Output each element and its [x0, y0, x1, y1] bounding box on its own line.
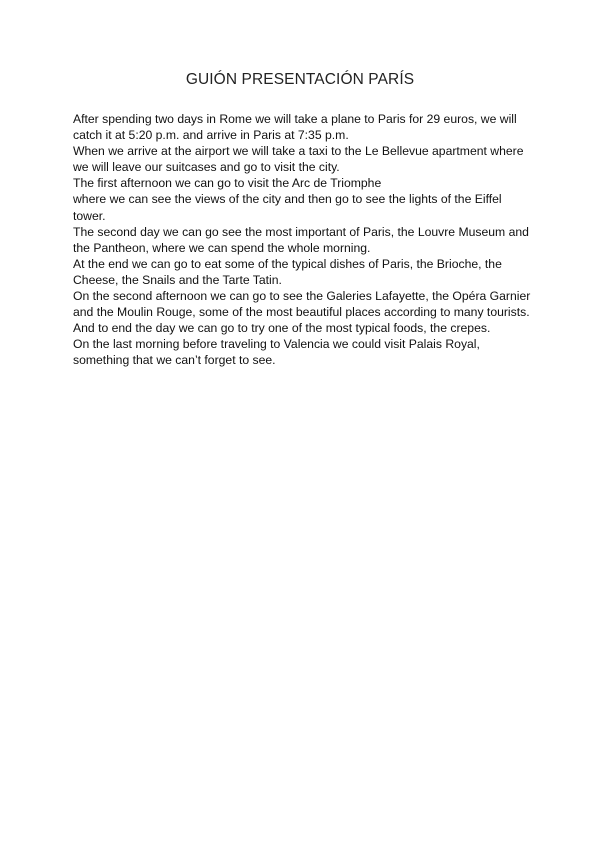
- body-line-12: On the second afternoon we can go to see the Galeries Lafayette, the Opéra Garnier: [73, 289, 531, 304]
- body-line-10: At the end we can go to eat some of the typical dishes of Paris, the Brioche, the: [73, 256, 502, 271]
- document-title: GUIÓN PRESENTACIÓN PARÍS: [185, 71, 415, 88]
- body-line-2: catch it at 5:20 p.m. and arrive in Paris at 7:35 p.m.: [73, 128, 349, 143]
- body-line-16: something that we can’t forget to see.: [73, 353, 276, 368]
- body-line-9: the Pantheon, where we can spend the whole morning.: [73, 240, 371, 255]
- body-line-6: where we can see the views of the city and then go to see the lights of the Eiffel: [73, 192, 502, 207]
- body-line-7: tower.: [73, 208, 106, 223]
- body-line-1: After spending two days in Rome we will take a plane to Paris for 29 euros, we will: [73, 112, 517, 126]
- body-line-3: When we arrive at the airport we will take a taxi to the Le Bellevue apartment where: [73, 144, 524, 159]
- document-body: [73, 111, 533, 369]
- body-line-15: On the last morning before traveling to Valencia we could visit Palais Royal,: [73, 337, 480, 352]
- body-line-14: And to end the day we can go to try one of the most typical foods, the crepes.: [73, 321, 491, 336]
- body-line-13: and the Moulin Rouge, some of the most beautiful places according to many tourists.: [73, 305, 530, 320]
- body-line-5: The first afternoon we can go to visit the Arc de Triomphe: [73, 176, 382, 191]
- body-line-8: The second day we can go see the most important of Paris, the Louvre Museum and: [73, 224, 529, 239]
- body-line-4: we will leave our suitcases and go to visit the city.: [73, 160, 340, 175]
- body-line-11: Cheese, the Snails and the Tarte Tatin.: [73, 272, 282, 287]
